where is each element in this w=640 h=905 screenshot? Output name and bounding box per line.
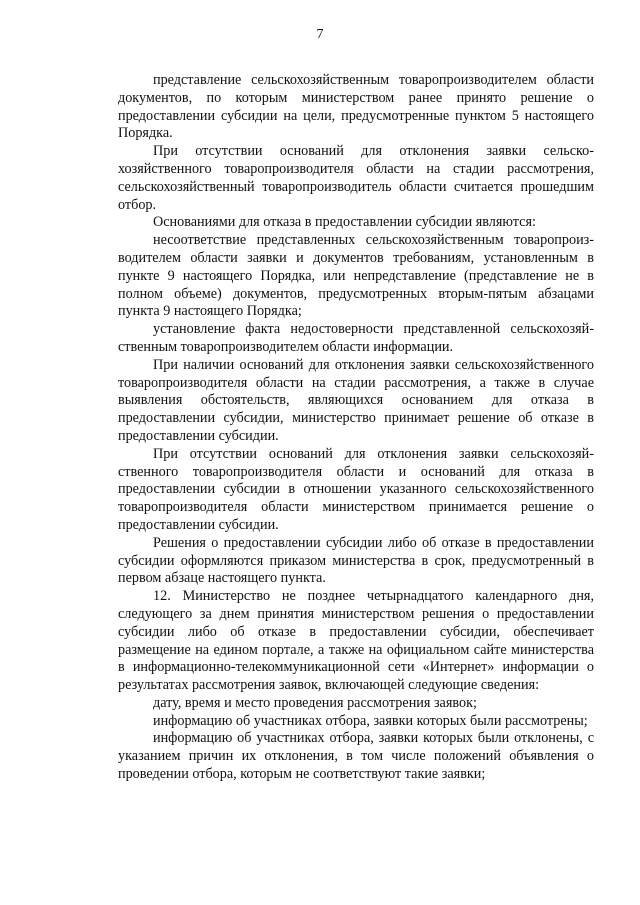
- paragraph-4: несоответствие представленных сельскохозяйственным товаропроиз-водителем области заявки и документов требованиям, установленным в пункте 9 настоящего Порядка, или непредставление (представление не в полном объеме) документов, предусмотренных вторым-пятым абзацами пункта 9 настоящего Порядка;: [118, 232, 594, 320]
- paragraph-7: При отсутствии оснований для отклонения заявки сельскохозяй-ственного товаропроизводителя области и оснований для отказа в предоставлении субсидии в отношении указанного сельскохозяйственного товаропроизводителя области министерством принимается решение о предоставлении субсидии.: [118, 445, 594, 533]
- document-body: [118, 72, 594, 784]
- paragraph-9: 12. Министерство не позднее четырнадцатого календарного дня, следующего за днем принятия министерством решения о предоставлении субсидии либо об отказе в предоставлении субсидии, обеспечивает размещение на едином портале, а также на официальном сайте министерства в информационно-телекоммуникационной сети «Интернет» информации о результатах рассмотрения заявок, включающей следующие сведения:: [118, 588, 594, 694]
- paragraph-5: установление факта недостоверности представленной сельскохозяй-ственным товаропроизводителем области информации.: [118, 321, 594, 355]
- paragraph-2: При отсутствии оснований для отклонения заявки сельско-хозяйственного товаропроизводителя области на стадии рассмотрения, сельскохозяйственный товаропроизводитель области считается прошедшим отбор.: [118, 143, 594, 213]
- paragraph-10: дату, время и место проведения рассмотрения заявок;: [153, 694, 477, 711]
- paragraph-1: представление сельскохозяйственным товаропроизводителем области документов, по которым министерством ранее принято решение о предоставлении субсидии на цели, предусмотренные пунктом 5 настоящего Порядка.: [118, 72, 594, 142]
- page-number: 7: [316, 27, 324, 42]
- paragraph-8: Решения о предоставлении субсидии либо об отказе в предоставлении субсидии оформляются приказом министерства в срок, предусмотренный в первом абзаце настоящего пункта.: [118, 534, 594, 587]
- paragraph-6: При наличии оснований для отклонения заявки сельскохозяйственного товаропроизводителя области на стадии рассмотрения, а также в случае выявления обстоятельств, являющихся основанием для отказа в предоставлении субсидии, министерство принимает решение об отказе в предоставлении субсидии.: [118, 356, 594, 444]
- paragraph-12: информацию об участниках отбора, заявки которых были отклонены, с указанием причин их отклонения, в том числе положений объявления о проведении отбора, которым не соответствуют такие заявки;: [118, 730, 594, 783]
- paragraph-3: Основаниями для отказа в предоставлении субсидии являются:: [153, 214, 536, 231]
- paragraph-11: информацию об участниках отбора, заявки которых были рассмотрены;: [153, 712, 588, 729]
